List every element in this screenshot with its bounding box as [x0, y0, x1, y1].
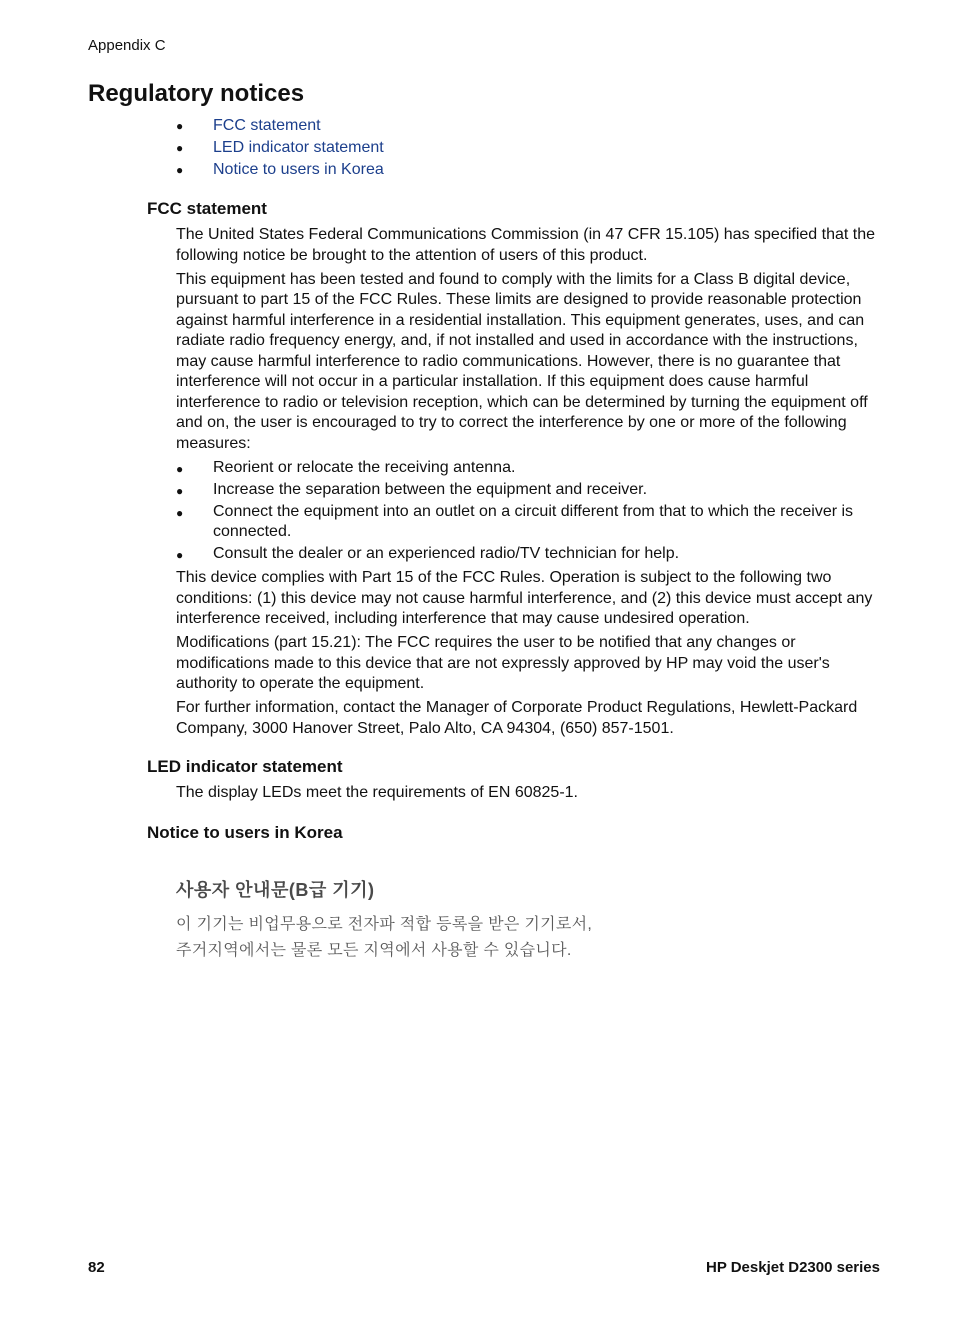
led-heading: LED indicator statement	[147, 757, 343, 776]
fcc-measures-list	[176, 458, 886, 565]
led-paragraph: The display LEDs meet the requirements of EN 60825-1.	[176, 784, 578, 801]
korea-heading: Notice to users in Korea	[147, 823, 343, 842]
list-item: ● Consult the dealer or an experienced radio/TV technician for help.	[176, 544, 886, 565]
link-led-indicator-statement[interactable]: LED indicator statement	[213, 139, 384, 156]
fcc-section	[176, 225, 886, 743]
korea-notice-line: 주거지역에서는 물론 모든 지역에서 사용할 수 있습니다.	[176, 942, 572, 959]
list-item: ● Reorient or relocate the receiving antenna.	[176, 458, 886, 479]
korea-notice-line: 이 기기는 비업무용으로 전자파 적합 등록을 받은 기기로서,	[176, 916, 593, 933]
page-number: 82	[88, 1259, 105, 1276]
fcc-paragraph: Modifications (part 15.21): The FCC requires the user to be notified that any changes or modifications made to this device that are not expressly approved by HP may void the user's authority to operate the equipment.	[176, 634, 830, 692]
fcc-paragraph: For further information, contact the Manager of Corporate Product Regulations, Hewlett-Packard Company, 3000 Hanover Street, Palo Alto, CA 94304, (650) 857-1501.	[176, 699, 858, 737]
toc-item	[176, 137, 384, 159]
list-item: ● Increase the separation between the equipment and receiver.	[176, 480, 886, 501]
list-item: ● Connect the equipment into an outlet on a circuit different from that to which the receiver is connected.	[176, 502, 886, 543]
korea-notice-title: 사용자 안내문(B급 기기)	[176, 880, 375, 900]
fcc-paragraph: The United States Federal Communications Commission (in 47 CFR 15.105) has specified that the following notice be brought to the attention of users of this product.	[176, 226, 875, 264]
fcc-heading: FCC statement	[147, 199, 267, 218]
section-link-list	[176, 115, 384, 181]
korea-notice-image	[176, 876, 696, 964]
toc-item	[176, 159, 384, 181]
link-notice-korea[interactable]: Notice to users in Korea	[213, 161, 384, 178]
running-header: Appendix C	[88, 37, 166, 54]
page-title: Regulatory notices	[88, 80, 305, 107]
fcc-paragraph: This device complies with Part 15 of the FCC Rules. Operation is subject to the following two conditions: (1) this device may not cause harmful interference, and (2) this device must accept any interference received, including interference that may cause undesired operation.	[176, 569, 873, 627]
toc-item	[176, 115, 384, 137]
product-name-footer: HP Deskjet D2300 series	[705, 1259, 880, 1276]
fcc-paragraph: This equipment has been tested and found to comply with the limits for a Class B digital device, pursuant to part 15 of the FCC Rules. These limits are designed to provide reasonable protection against harmful interference in a residential installation. This equipment generates, uses, and can radiate radio frequency energy, and, if not installed and used in accordance with the instructions, may cause harmful interference to radio communications. However, there is no guarantee that interference will not occur in a particular installation. If this equipment does cause harmful interference to radio or television reception, which can be determined by turning the equipment off and on, the user is encouraged to try to correct the interference by one or more of the following measures:	[176, 270, 868, 452]
led-section	[176, 783, 886, 807]
link-fcc-statement[interactable]: FCC statement	[213, 117, 321, 134]
